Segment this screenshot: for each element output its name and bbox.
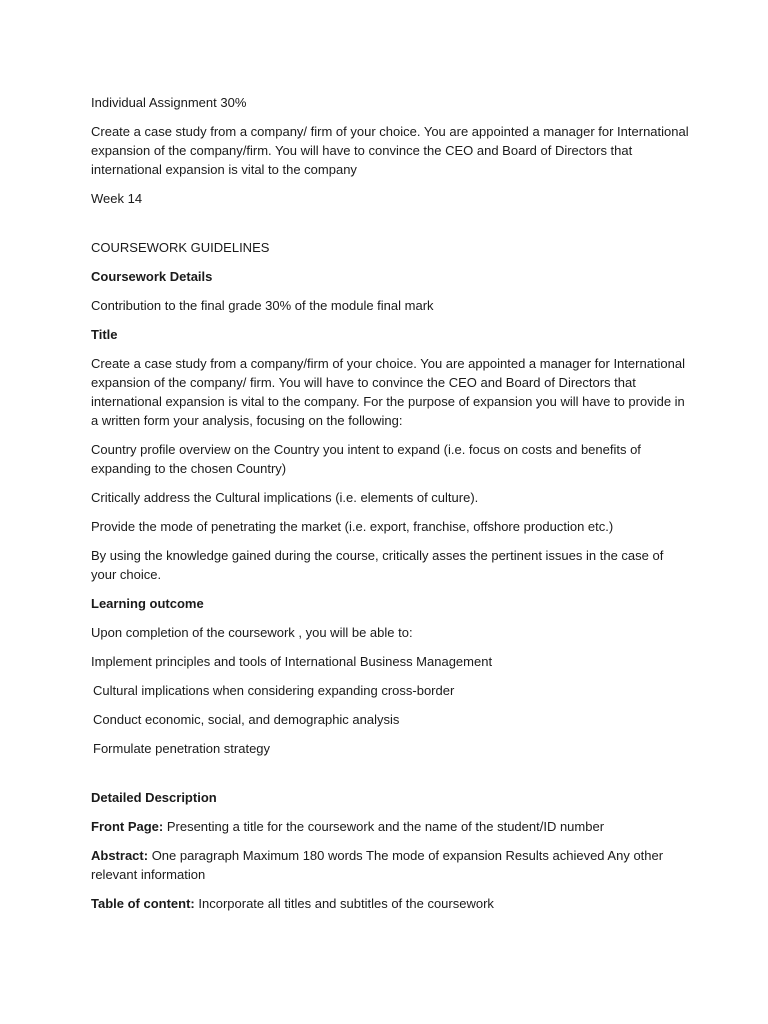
contribution-text: Contribution to the final grade 30% of the module final mark [91, 298, 434, 313]
learning-outcome-item: Implement principles and tools of International Business Management [91, 654, 493, 669]
document-page [91, 93, 691, 923]
learning-outcome-item: Cultural implications when considering expanding cross-border [93, 683, 455, 698]
guideline-point: Critically address the Cultural implications (i.e. elements of culture). [91, 490, 479, 505]
assignment-week: Week 14 [91, 191, 143, 206]
detailed-description-heading: Detailed Description [91, 790, 217, 805]
spacer [91, 218, 691, 238]
guideline-point: By using the knowledge gained during the course, critically asses the pertinent issues in the case of your choice. [91, 548, 664, 582]
description-item-text: Incorporate all titles and subtitles of the coursework [194, 896, 494, 911]
description-item [91, 817, 691, 836]
description-item [91, 894, 691, 913]
assignment-heading: Individual Assignment 30% [91, 95, 247, 110]
description-item-label: Abstract: [91, 848, 149, 863]
learning-outcome-item: Formulate penetration strategy [93, 741, 271, 756]
description-item-label: Table of content: [91, 896, 195, 911]
description-item-label: Front Page: [91, 819, 164, 834]
learning-outcome-heading: Learning outcome [91, 596, 204, 611]
description-item [91, 846, 691, 884]
title-heading: Title [91, 327, 118, 342]
guidelines-heading: COURSEWORK GUIDELINES [91, 240, 270, 255]
guideline-point: Country profile overview on the Country you intent to expand (i.e. focus on costs and benefits of expanding to the chosen Country) [91, 442, 641, 476]
assignment-brief: Create a case study from a company/ firm of your choice. You are appointed a manager for International expansion of the company/firm. You will have to convince the CEO and Board of Directors that international expansion is vital to the company [91, 124, 689, 177]
description-item-text: Presenting a title for the coursework and the name of the student/ID number [163, 819, 605, 834]
description-item-text: One paragraph Maximum 180 words The mode of expansion Results achieved Any other relevant information [91, 848, 664, 882]
coursework-details-heading: Coursework Details [91, 269, 213, 284]
learning-outcome-item: Conduct economic, social, and demographic analysis [93, 712, 400, 727]
spacer [91, 768, 691, 788]
learning-intro: Upon completion of the coursework , you will be able to: [91, 625, 413, 640]
title-text: Create a case study from a company/firm of your choice. You are appointed a manager for International expansion of the company/ firm. You will have to convince the CEO and Board of Directors that international expansion is vital to the company. For the purpose of expansion you will have to provide in a written form your analysis, focusing on the following: [91, 356, 686, 428]
guideline-point: Provide the mode of penetrating the market (i.e. export, franchise, offshore production etc.) [91, 519, 614, 534]
